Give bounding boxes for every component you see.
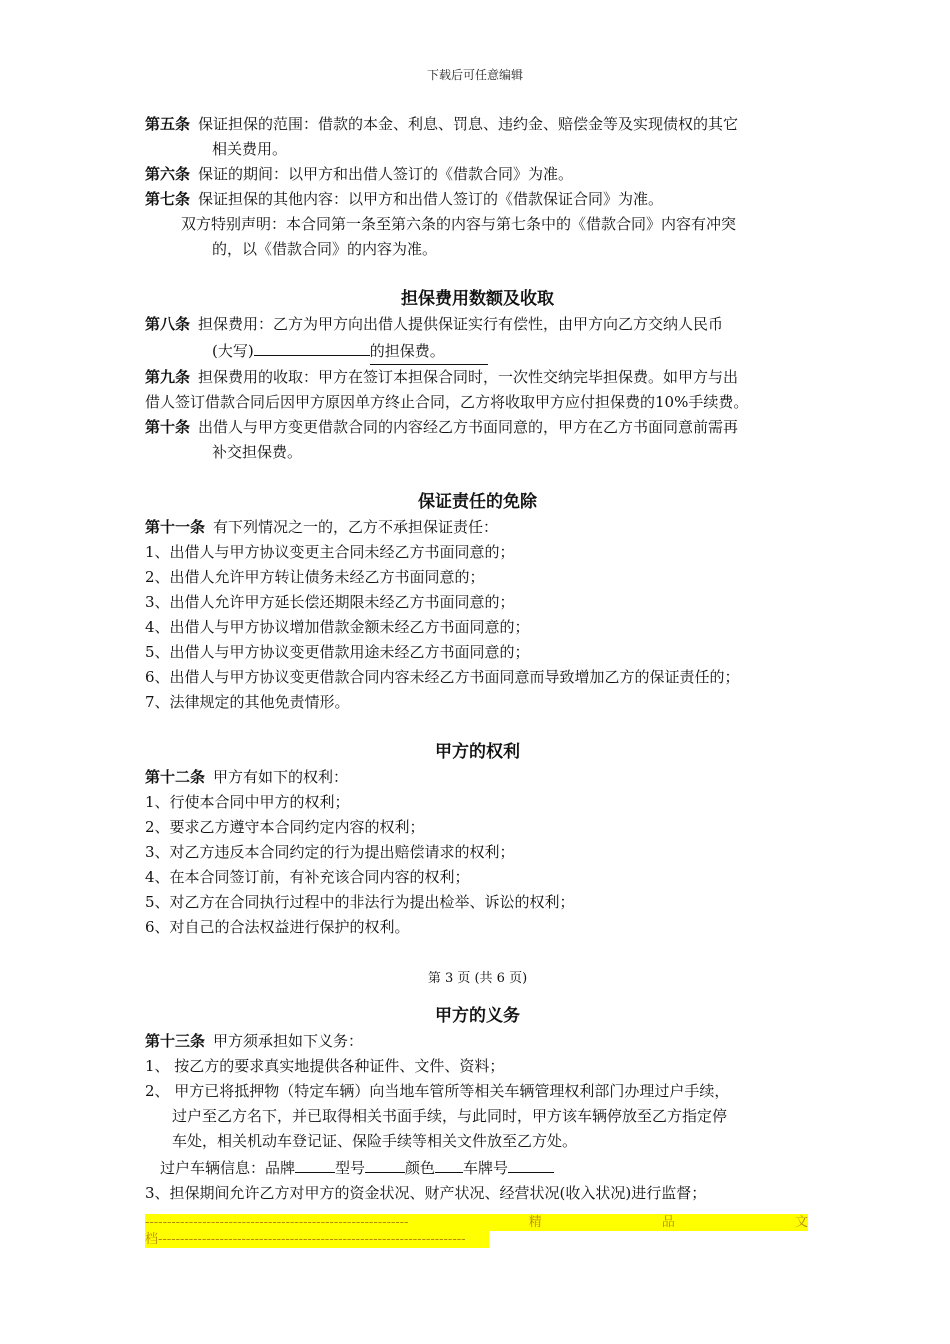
document-body xyxy=(145,112,810,1206)
footer-dashes: ---------------------------------------------------------------------- xyxy=(158,1232,466,1247)
footer-dashes: ------------------------------------------------------------ xyxy=(145,1215,409,1230)
list-item: 4、在本合同签订前，有补充该合同内容的权利； xyxy=(145,868,470,886)
article-text: 有下列情况之一的，乙方不承担保证责任： xyxy=(213,518,499,536)
footer-char: 品 xyxy=(661,1215,675,1230)
article-text: 担保费用：乙方为甲方向出借人提供保证实行有偿性，由甲方向乙方交纳人民币 xyxy=(198,315,724,333)
vehicle-model-blank[interactable] xyxy=(365,1154,405,1173)
vehicle-model-label: 型号 xyxy=(335,1159,366,1177)
list-item: 7、法律规定的其他免责情形。 xyxy=(145,693,350,711)
list-item: 3、出借人允许甲方延长偿还期限未经乙方书面同意的； xyxy=(145,593,515,611)
list-item: 2、要求乙方遵守本合同约定内容的权利； xyxy=(145,818,425,836)
article-text: 保证担保的范围：借款的本金、利息、罚息、违约金、赔偿金等及实现债权的其它 xyxy=(198,115,739,133)
article-label: 第十条 xyxy=(145,418,191,436)
section-heading-obligations: 甲方的义务 xyxy=(435,1006,520,1026)
list-item-cont: 过户至乙方名下，并已取得相关书面手续，与此同时，甲方该车辆停放至乙方指定停 xyxy=(172,1107,728,1125)
list-item: 5、出借人与甲方协议变更借款用途未经乙方书面同意的； xyxy=(145,643,530,661)
vehicle-color-label: 颜色 xyxy=(405,1159,436,1177)
article-text-cont: 借人签订借款合同后因甲方原因单方终止合同，乙方将收取甲方应付担保费的10%手续费。 xyxy=(145,393,749,411)
article-text: 出借人与甲方变更借款合同的内容经乙方书面同意的，甲方在乙方书面同意前需再 xyxy=(198,418,739,436)
article-text-cont: 补交担保费。 xyxy=(212,443,303,461)
vehicle-plate-blank[interactable] xyxy=(508,1154,554,1173)
vehicle-brand-label: 过户车辆信息：品牌 xyxy=(160,1159,296,1177)
article-label: 第八条 xyxy=(145,315,191,333)
list-item: 2、出借人允许甲方转让债务未经乙方书面同意的； xyxy=(145,568,485,586)
list-item: 3、对乙方违反本合同约定的行为提出赔偿请求的权利； xyxy=(145,843,515,861)
article-10 xyxy=(145,415,810,465)
statement-text-cont: 的，以《借款合同》的内容为准。 xyxy=(212,240,438,258)
article-text: 保证的期间：以甲方和出借人签订的《借款合同》为准。 xyxy=(198,165,574,183)
list-item: 1、出借人与甲方协议变更主合同未经乙方书面同意的； xyxy=(145,543,515,561)
list-item: 6、对自己的合法权益进行保护的权利。 xyxy=(145,918,410,936)
section-heading-exemption: 保证责任的免除 xyxy=(418,492,537,512)
amount-blank[interactable] xyxy=(254,337,370,356)
list-item: 5、对乙方在合同执行过程中的非法行为提出检举、诉讼的权利； xyxy=(145,893,575,911)
article-label: 第五条 xyxy=(145,115,191,133)
article-7 xyxy=(145,187,810,212)
list-item: 1、 按乙方的要求真实地提供各种证件、文件、资料； xyxy=(145,1057,505,1075)
list-item: 4、出借人与甲方协议增加借款金额未经乙方书面同意的； xyxy=(145,618,530,636)
special-statement xyxy=(145,212,810,262)
article-text: 甲方有如下的权利： xyxy=(213,768,349,786)
footer-char: 精 xyxy=(528,1215,542,1230)
section-heading-rights: 甲方的权利 xyxy=(435,742,520,762)
article-12 xyxy=(145,765,810,790)
list-item: 2、 甲方已将抵押物（特定车辆）向当地车管所等相关车辆管理权利部门办理过户手续， xyxy=(145,1082,730,1100)
footer-row xyxy=(145,1231,489,1248)
article-text-cont: 相关费用。 xyxy=(212,140,288,158)
article-5 xyxy=(145,112,810,162)
section-heading-fees: 担保费用数额及收取 xyxy=(401,289,554,309)
vehicle-brand-blank[interactable] xyxy=(295,1154,335,1173)
statement-text: 双方特别声明：本合同第一条至第六条的内容与第七条中的《借款合同》内容有冲突 xyxy=(181,215,737,233)
article-label: 第十二条 xyxy=(145,768,206,786)
article-text: 保证担保的其他内容：以甲方和出借人签订的《借款保证合同》为准。 xyxy=(198,190,664,208)
vehicle-color-blank[interactable] xyxy=(435,1154,463,1173)
article-11 xyxy=(145,515,810,540)
article-label: 第七条 xyxy=(145,190,191,208)
footer-watermark xyxy=(145,1214,808,1253)
footer-row xyxy=(145,1214,808,1231)
list-item: 3、担保期间允许乙方对甲方的资金状况、财产状况、经营状况(收入状况)进行监督； xyxy=(145,1184,707,1202)
list-item-cont: 车处，相关机动车登记证、保险手续等相关文件放至乙方处。 xyxy=(172,1132,578,1150)
footer-char: 文 xyxy=(794,1215,808,1230)
article-label: 第六条 xyxy=(145,165,191,183)
article-label: 第十一条 xyxy=(145,518,206,536)
article-text: 甲方须承担如下义务： xyxy=(213,1032,364,1050)
footer-char: 档 xyxy=(145,1232,159,1247)
page-number: 第 3 页 (共 6 页) xyxy=(427,971,528,986)
amount-prefix: (大写) xyxy=(212,342,254,360)
article-8 xyxy=(145,312,810,365)
article-6 xyxy=(145,162,810,187)
article-label: 第十三条 xyxy=(145,1032,206,1050)
list-item: 6、出借人与甲方协议变更借款合同内容未经乙方书面同意而导致增加乙方的保证责任的； xyxy=(145,668,740,686)
article-text: 担保费用的收取：甲方在签订本担保合同时，一次性交纳完毕担保费。如甲方与出 xyxy=(198,368,739,386)
list-item: 1、行使本合同中甲方的权利； xyxy=(145,793,350,811)
vehicle-plate-label: 车牌号 xyxy=(463,1159,509,1177)
vehicle-info xyxy=(145,1154,810,1181)
article-9 xyxy=(145,365,810,415)
article-label: 第九条 xyxy=(145,368,191,386)
page-header: 下载后可任意编辑 xyxy=(426,68,523,82)
amount-suffix: 的担保费。 xyxy=(370,339,488,365)
article-13 xyxy=(145,1029,810,1054)
